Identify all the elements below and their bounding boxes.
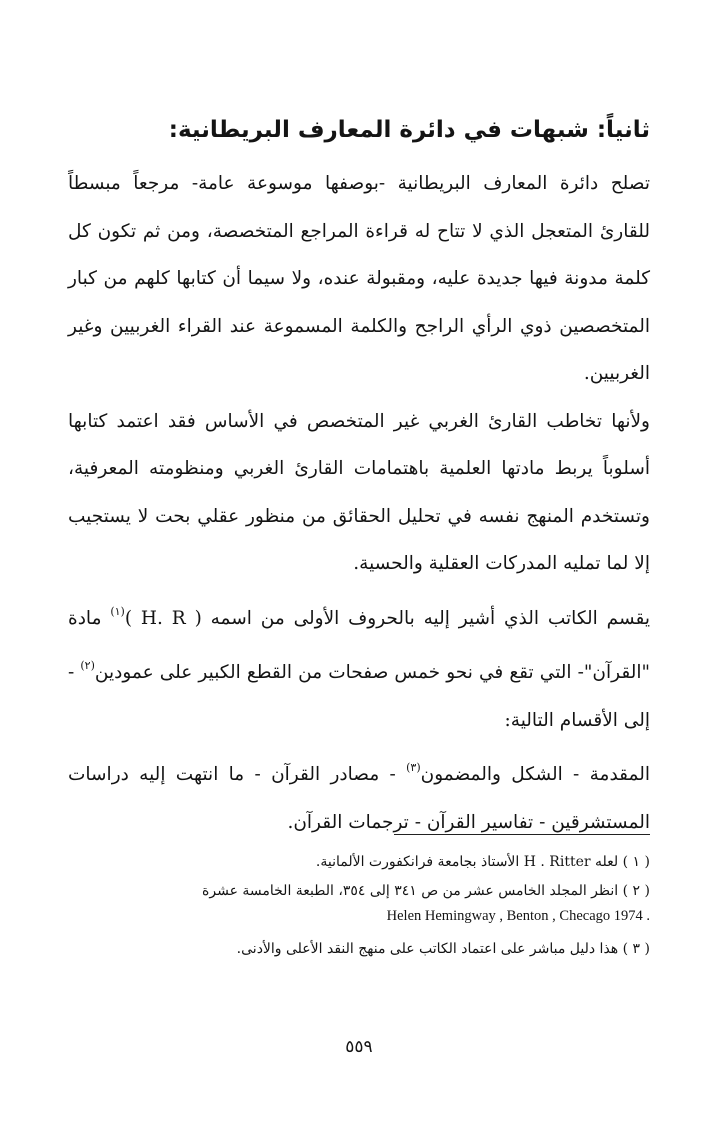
footnote-2: ( ٢ ) انظر المجلد الخامس عشر من ص ٣٤١ إلى ٣٥٤، الطبعة الخامسة عشرة — [202, 883, 650, 899]
footnote-ref-3[interactable]: (٣) — [406, 761, 421, 774]
paragraph-1: تصلح دائرة المعارف البريطانية -بوصفها موسوعة عامة- مرجعاً مبسطاً للقارئ المتعجل الذي لا تتاح له قراءة المراجع المتخصصة، ومن ثم تكون كل كلمة مدونة فيها جديدة عليه، ومقبولة عنده، ولا سيما أن كتابها كلهم من كبار المتخصصين ذوي الرأي الراجح والكلمة المسموعة عند القراء الغربيين وغير الغربيين. — [68, 173, 650, 384]
paragraph-3-text-a: يقسم الكاتب الذي أشير إليه بالحروف الأولى من اسمه ( H. R ) — [124, 607, 650, 629]
footnotes — [68, 848, 650, 964]
paragraph-4 — [68, 744, 650, 846]
footnote-ref-2[interactable]: (٢) — [80, 659, 95, 672]
paragraph-4-text-b: - مصادر القرآن - ما انتهت إليه دراسات المستشرقين - تفاسير القرآن - ترجمات القرآن. — [68, 764, 650, 833]
section-heading: ثانياً: شبهات في دائرة المعارف البريطانية: — [168, 117, 650, 143]
footnote-divider — [394, 834, 650, 835]
footnote-ref-1[interactable]: (١) — [110, 604, 125, 618]
paragraph-4-text-a: المقدمة - الشكل والمضمون — [420, 764, 650, 785]
body-text — [68, 160, 650, 846]
paragraph-2: ولأنها تخاطب القارئ الغربي غير المتخصص في الأساس فقد اعتمد كتابها أسلوباً يربط مادتها العلمية باهتمامات القارئ الغربي ومنظومته المعرفية، وتستخدم المنهج نفسه في تحليل الحقائق من منظور عقلي بحت لا يستجيب إلا لما تمليه المدركات العقلية والحسية. — [68, 410, 650, 574]
paragraph-3 — [68, 588, 650, 745]
paragraph-3-text-b: مادة "القرآن"- التي تقع في نحو خمس صفحات من القطع الكبير على عمودين — [68, 607, 650, 683]
footnote-1: ( ١ ) لعله H . Ritter الأستاذ بجامعة فرانكفورت الألمانية. — [315, 854, 650, 870]
page-number: ٥٥٩ — [345, 1037, 373, 1057]
footnote-2-reference: Helen Hemingway , Benton , Checago 1974 . — [386, 908, 650, 924]
paragraph-3-text-c: - إلى الأقسام التالية: — [68, 662, 650, 731]
footnote-3: ( ٣ ) هذا دليل مباشر على اعتماد الكاتب على منهج النقد الأعلى والأدنى. — [236, 941, 650, 957]
